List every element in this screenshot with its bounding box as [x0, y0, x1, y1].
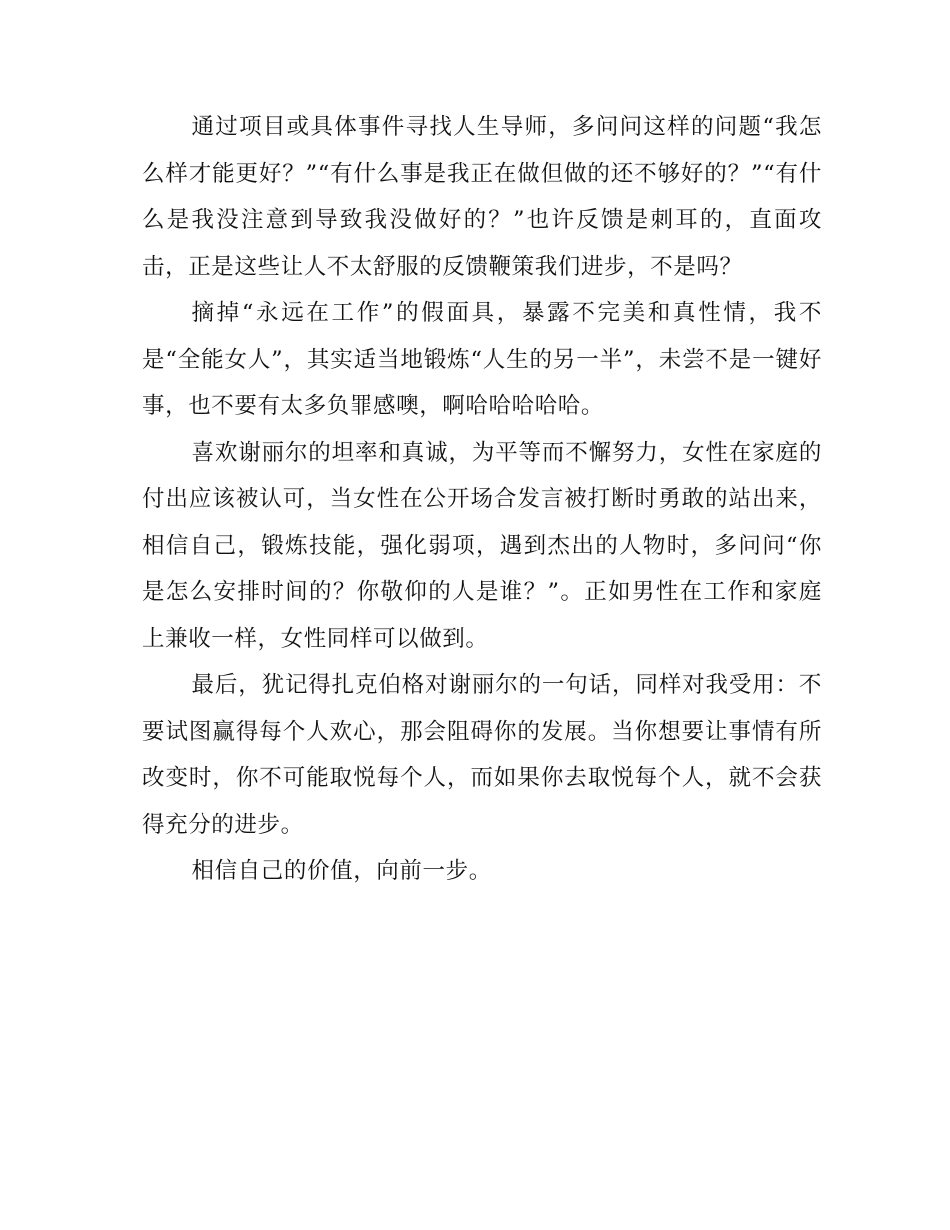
paragraph-3: 喜欢谢丽尔的坦率和真诚，为平等而不懈努力，女性在家庭的付出应该被认可，当女性在公开场合发言被打断时勇敢的站出来，相信自己，锻炼技能，强化弱项，遇到杰出的人物时，多问问“你是怎么安排时间的？你敬仰的人是谁？”。正如男性在工作和家庭上兼收一样，女性同样可以做到。	[142, 439, 822, 652]
paragraph-4: 最后，犹记得扎克伯格对谢丽尔的一句话，同样对我受用：不要试图赢得每个人欢心，那会阻碍你的发展。当你想要让事情有所改变时，你不可能取悦每个人，而如果你去取悦每个人，就不会获得充分的进步。	[142, 672, 822, 838]
paragraph-1: 通过项目或具体事件寻找人生导师，多问问这样的问题“我怎么样才能更好？”“有什么事是我正在做但做的还不够好的？”“有什么是我没注意到导致我没做好的？”也许反馈是刺耳的，直面攻击，正是这些让人不太舒服的反馈鞭策我们进步，不是吗？	[142, 114, 822, 280]
paragraph-5: 相信自己的价值，向前一步。	[191, 858, 492, 884]
document-body	[142, 104, 822, 895]
paragraph-2: 摘掉“永远在工作”的假面具，暴露不完美和真性情，我不是“全能女人”，其实适当地锻炼“人生的另一半”，未尝不是一键好事，也不要有太多负罪感噢，啊哈哈哈哈哈。	[142, 300, 822, 419]
